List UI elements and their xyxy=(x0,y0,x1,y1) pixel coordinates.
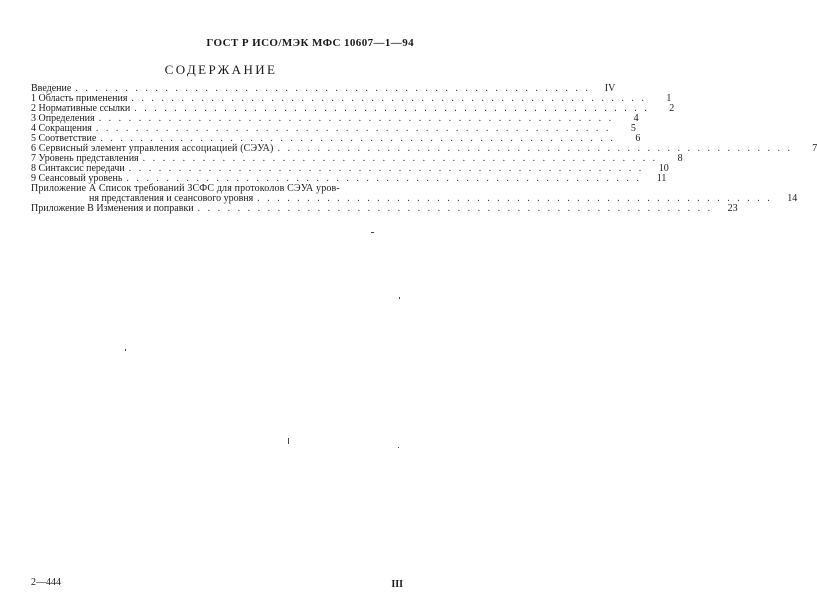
toc-leader-dots: .................................................... xyxy=(257,193,778,204)
toc-entry-label: 4 Сокращения xyxy=(31,123,92,134)
toc-entry-label: 9 Сеансовый уровень xyxy=(31,173,123,184)
standard-code: ГОСТ Р ИСО/МЭК МФС 10607—1—94 xyxy=(206,37,414,49)
toc-entry-page: 1 xyxy=(666,93,672,104)
toc-entry-page: 10 xyxy=(658,163,669,174)
toc-entry-page: 7 xyxy=(812,143,817,154)
toc-entry-page: 6 xyxy=(635,133,641,144)
toc-leader-dots: .................................................... xyxy=(142,153,663,164)
scan-speck xyxy=(399,297,400,299)
toc-leader-dots: .................................................... xyxy=(131,93,652,104)
toc-entry-label: 5 Соответствие xyxy=(31,133,97,144)
toc-entry-page: 23 xyxy=(727,203,738,214)
scan-speck xyxy=(125,349,126,351)
toc-entry-label: 3 Определения xyxy=(31,113,95,124)
toc-leader-dots: .................................................... xyxy=(128,163,649,174)
toc-leader-dots: .................................................... xyxy=(197,203,718,214)
page-number: III xyxy=(391,579,403,590)
table-of-contents xyxy=(31,83,817,214)
toc-entry-label: Введение xyxy=(31,83,72,94)
toc-leader-dots: .................................................... xyxy=(98,113,619,124)
toc-entry-label: 2 Нормативные ссылки xyxy=(31,103,131,114)
toc-entry-appendix-b xyxy=(31,203,738,214)
toc-entry-label: Приложение А Список требований ЗСФС для протоколов СЭУА уров- xyxy=(31,183,340,194)
toc-leader-dots: .................................................... xyxy=(134,103,655,114)
toc-entry-page: 4 xyxy=(633,113,639,124)
toc-entry-page: 2 xyxy=(669,103,675,114)
print-code: 2—444 xyxy=(31,577,61,588)
toc-entry-label: 6 Сервисный элемент управления ассоциацией (СЭУА) xyxy=(31,143,274,154)
toc-entry-page: 14 xyxy=(787,193,798,204)
page-title: СОДЕРЖАНИЕ xyxy=(164,62,278,77)
toc-leader-dots: .................................................... xyxy=(277,143,798,154)
toc-entry-label: 8 Синтаксис передачи xyxy=(31,163,125,174)
toc-entry-page: 5 xyxy=(630,123,636,134)
toc-entry-label: 1 Область применения xyxy=(31,93,128,104)
toc-leader-dots: .................................................... xyxy=(126,173,647,184)
toc-entry-label: Приложение В Изменения и поправки xyxy=(31,203,194,214)
scan-speck xyxy=(398,447,399,448)
toc-leader-dots: .................................................... xyxy=(100,133,621,144)
toc-entry-page: IV xyxy=(604,83,616,94)
toc-entry-label: 7 Уровень представления xyxy=(31,153,139,164)
scan-speck xyxy=(371,232,374,233)
toc-leader-dots: .................................................... xyxy=(95,123,616,134)
toc-leader-dots: .................................................... xyxy=(75,83,596,94)
toc-entry-label: ня представления и сеансового уровня xyxy=(89,193,254,204)
toc-entry-page: 11 xyxy=(656,173,667,184)
scan-speck xyxy=(288,438,289,444)
toc-entry-page: 8 xyxy=(677,153,683,164)
